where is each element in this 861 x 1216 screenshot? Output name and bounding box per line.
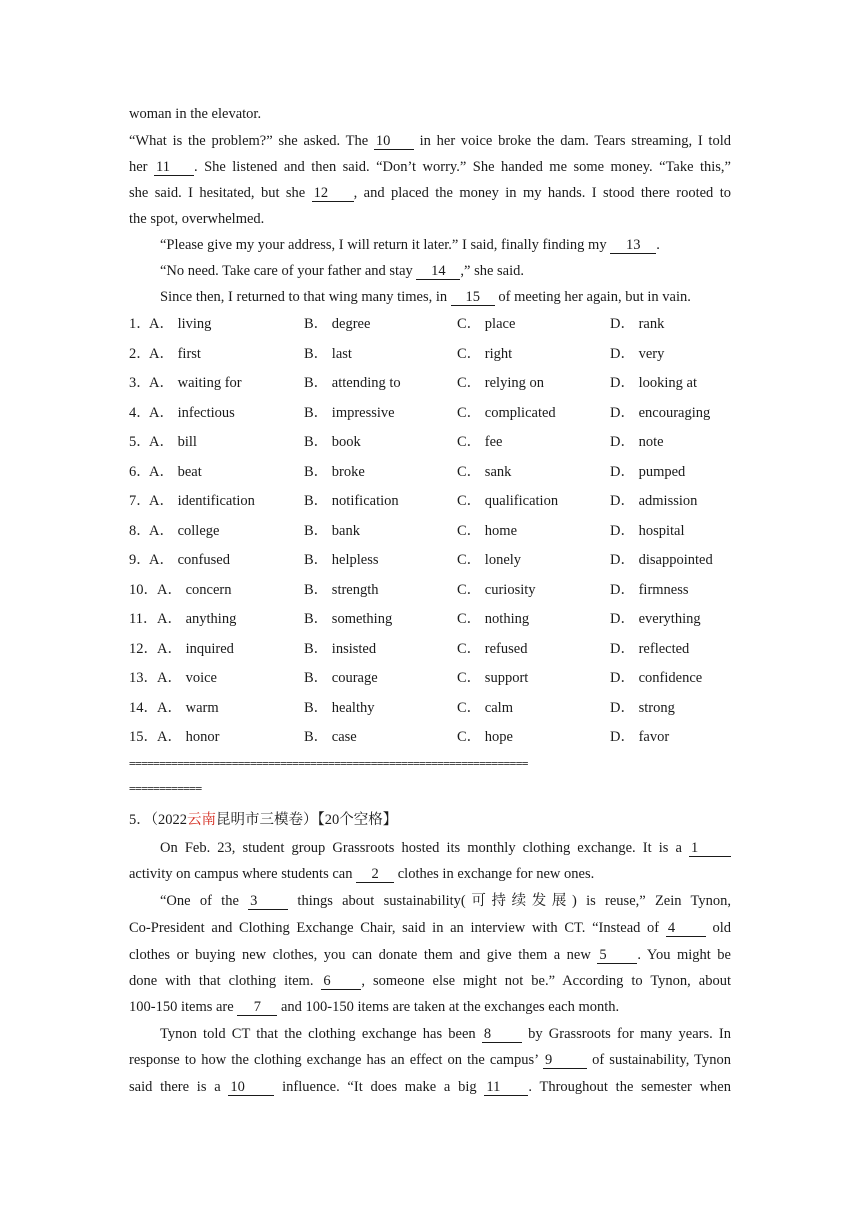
passage-line: “What is the problem?” she asked. The 10 in her voice broke the dam. Tears streaming, I told [129, 133, 731, 149]
option-b: B． healthy [304, 699, 375, 716]
question-number: 11． [129, 611, 158, 627]
question-number: 3． [129, 375, 151, 391]
option-a: A． warm [157, 699, 219, 716]
option-b: B． notification [304, 493, 399, 509]
option-b: B． strength [304, 581, 379, 598]
question-number: 10． [129, 581, 158, 598]
option-d: D． reflected [610, 640, 690, 657]
question-number: 5． [129, 434, 151, 450]
answer-blank: 14 [416, 263, 460, 280]
option-c: C． nothing [457, 611, 530, 627]
question-row [129, 698, 749, 718]
question-row [129, 668, 749, 688]
option-a: A． living [149, 316, 212, 332]
question-row [129, 580, 749, 600]
option-a: A． bill [149, 434, 197, 450]
option-c: C． calm [457, 699, 513, 716]
answer-blank: 11 [154, 159, 194, 176]
passage-line: her 11 . She listened and then said. “Don’t worry.” She handed me some money. “Take this,” [129, 159, 731, 175]
question-row [129, 521, 749, 541]
option-d: D． note [610, 434, 664, 450]
question-number: 6． [129, 463, 151, 480]
question-row [129, 432, 749, 452]
option-d: D． pumped [610, 463, 686, 480]
passage-line: response to how the clothing exchange has an effect on the campus’ 9 of sustainability, Tynon [129, 1052, 731, 1068]
question-number: 7． [129, 493, 151, 509]
option-b: B． impressive [304, 404, 395, 421]
question-row [129, 727, 749, 747]
question-row [129, 403, 749, 423]
option-a: A． inquired [157, 640, 234, 657]
passage-line: woman in the elevator. [129, 106, 262, 122]
option-d: D． confidence [610, 670, 703, 686]
passage-line: Co-President and Clothing Exchange Chair, said in an interview with CT. “Instead of 4 old [129, 920, 732, 936]
question-number: 4． [129, 404, 151, 421]
option-c: C． curiosity [457, 581, 536, 598]
option-b: B． case [304, 729, 357, 745]
question-number: 15． [129, 729, 158, 745]
option-c: C． lonely [457, 552, 522, 568]
answer-blank: 9 [543, 1052, 587, 1069]
option-d: D． strong [610, 699, 675, 716]
option-d: D． encouraging [610, 404, 711, 421]
option-b: B． something [304, 611, 393, 627]
passage-line: clothes or buying new clothes, you can donate them and give them a new 5 . You might be [129, 947, 731, 963]
question-number: 1． [129, 316, 151, 332]
option-c: C． complicated [457, 404, 556, 421]
option-d: D． admission [610, 493, 698, 509]
option-c: C． sank [457, 463, 512, 480]
answer-blank: 5 [597, 947, 637, 964]
passage-line: Tynon told CT that the clothing exchange has been 8 by Grassroots for many years. In [160, 1026, 731, 1042]
question-row [129, 344, 749, 364]
option-b: B． insisted [304, 640, 377, 657]
option-d: D． favor [610, 729, 670, 745]
question-number: 12． [129, 640, 158, 657]
question-row [129, 491, 749, 511]
answer-blank: 2 [356, 866, 394, 883]
option-c: C． place [457, 316, 516, 332]
option-d: D． very [610, 345, 665, 362]
option-b: B． last [304, 345, 352, 362]
option-d: D． disappointed [610, 552, 713, 568]
question-number: 2． [129, 345, 151, 362]
question-row [129, 639, 749, 659]
question-row [129, 550, 749, 570]
option-c: C． refused [457, 640, 528, 657]
option-a: A． college [149, 522, 220, 539]
question-row [129, 609, 749, 629]
option-a: A． confused [149, 552, 230, 568]
question-number: 9． [129, 552, 151, 568]
question-number: 14． [129, 699, 158, 716]
option-a: A． infectious [149, 404, 235, 421]
option-a: A． beat [149, 463, 202, 480]
option-d: D． hospital [610, 522, 685, 539]
answer-blank: 6 [321, 973, 361, 990]
passage-line: activity on campus where students can 2 clothes in exchange for new ones. [129, 866, 595, 882]
answer-blank: 8 [482, 1026, 522, 1043]
passage-line: said there is a 10 influence. “It does make a big 11 . Throughout the semester when [129, 1079, 731, 1095]
answer-blank: 15 [451, 289, 495, 306]
passage-line: “Please give my your address, I will return it later.” I said, finally finding my 13 . [160, 237, 660, 253]
section-heading: 5．（2022云南昆明市三模卷）【20个空格】 [129, 812, 398, 828]
option-d: D． firmness [610, 581, 689, 598]
question-number: 13． [129, 670, 158, 686]
option-c: C． relying on [457, 375, 544, 391]
answer-blank: 4 [666, 920, 706, 937]
option-c: C． right [457, 345, 513, 362]
question-row [129, 462, 749, 482]
option-d: D． looking at [610, 375, 697, 391]
passage-line: she said. I hesitated, but she 12 , and placed the money in my hands. I stood there rooted to [129, 185, 731, 201]
option-b: B． courage [304, 670, 378, 686]
answer-blank: 12 [312, 185, 354, 202]
separator-line: ================================================================== [129, 757, 528, 770]
option-a: A． first [149, 345, 201, 362]
answer-blank: 13 [610, 237, 656, 254]
option-a: A． anything [157, 611, 237, 627]
passage-line: “No need. Take care of your father and stay 14 ,” she said. [160, 263, 525, 279]
option-a: A． voice [157, 670, 217, 686]
region-highlight: 云南 [187, 812, 216, 828]
option-a: A． concern [157, 581, 232, 598]
passage-line: 100-150 items are 7 and 100-150 items are taken at the exchanges each month. [129, 999, 620, 1015]
passage-line: the spot, overwhelmed. [129, 211, 265, 227]
separator-line: ============ [129, 782, 202, 795]
option-c: C． fee [457, 434, 503, 450]
option-b: B． broke [304, 463, 365, 480]
option-b: B． book [304, 434, 361, 450]
option-d: D． rank [610, 316, 665, 332]
option-b: B． helpless [304, 552, 379, 568]
answer-blank: 7 [237, 999, 277, 1016]
question-number: 8． [129, 522, 151, 539]
option-c: C． support [457, 670, 529, 686]
option-c: C． qualification [457, 493, 559, 509]
answer-blank: 10 [374, 133, 414, 150]
option-a: A． waiting for [149, 375, 242, 391]
answer-blank: 10 [228, 1079, 274, 1096]
question-row [129, 314, 749, 334]
passage-line: “One of the 3 things about sustainability(可持续发展) is reuse,” Zein Tynon, [160, 893, 731, 909]
option-b: B． bank [304, 522, 360, 539]
option-b: B． degree [304, 316, 371, 332]
answer-blank: 11 [484, 1079, 528, 1096]
option-a: A． honor [157, 729, 220, 745]
passage-line: On Feb. 23, student group Grassroots hosted its monthly clothing exchange. It is a 1 [160, 838, 731, 858]
option-c: C． hope [457, 729, 513, 745]
answer-blank: 3 [248, 893, 288, 910]
answer-blank: 1 [689, 840, 731, 857]
option-b: B． attending to [304, 375, 401, 391]
passage-line: Since then, I returned to that wing many times, in 15 of meeting her again, but in vain. [160, 289, 691, 305]
option-c: C． home [457, 522, 518, 539]
question-row [129, 373, 749, 393]
option-d: D． everything [610, 611, 701, 627]
option-a: A． identification [149, 493, 255, 509]
passage-line: done with that clothing item. 6 , someone else might not be.” According to Tynon, about [129, 973, 731, 989]
